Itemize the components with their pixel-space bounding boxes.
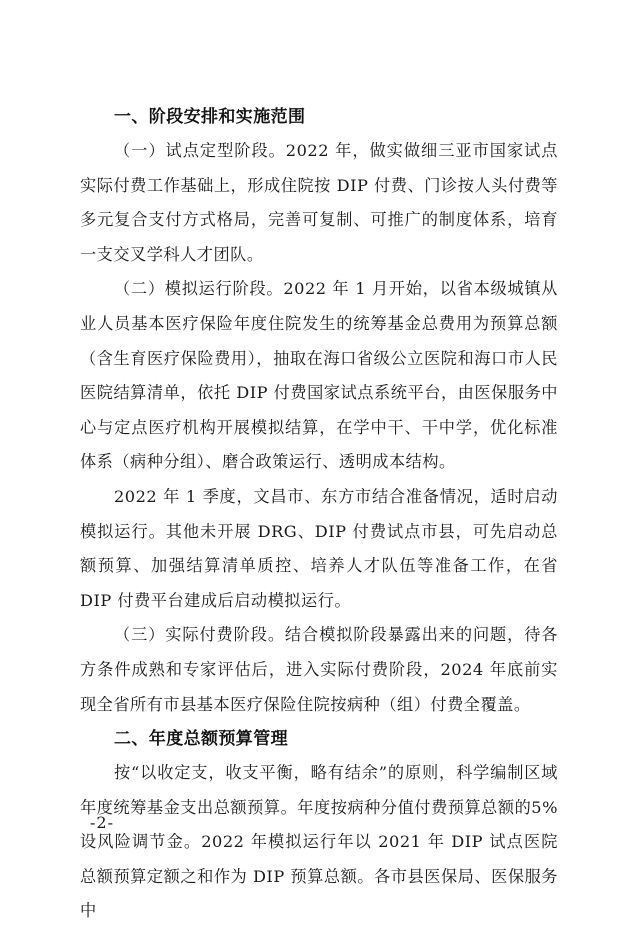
section-2-heading: 二、年度总额预算管理 [114,729,288,750]
page-number: -2- [90,813,114,832]
section-1-paragraph-1: （一）试点定型阶段。2022 年，做实做细三亚市国家试点实际付费工作基础上，形成住院按 DIP 付费、门诊按人头付费等多元复合支付方式格局，完善可复制、可推广的制度体系，培育一支交叉学科人才团队。 [80,141,558,264]
section-1-paragraph-3: 2022 年 1 季度，文昌市、东方市结合准备情况，适时启动模拟运行。其他未开展 DRG、DIP 付费试点市县，可先启动总额预算、加强结算清单质控、培养人才队伍等准备工作，在省 DIP 付费平台建成后启动模拟运行。 [80,486,558,610]
section-1-heading: 一、阶段安排和实施范围 [114,107,306,127]
section-2-paragraph-1: 按“以收定支，收支平衡，略有结余”的原则，科学编制区域年度统筹基金支出总额预算。年度按病种分值付费预算总额的5%设风险调节金。2022 年模拟运行年以 2021 年 DIP 试点医院总额预算定额之和作为 DIP 预算总额。各市县医保局、医保服务中 [80,763,558,921]
section-1-paragraph-4: （三）实际付费阶段。结合模拟阶段暴露出来的问题，待各方条件成熟和专家评估后，进入实际付费阶段，2024 年底前实现全省所有市县基本医疗保险住院按病种（组）付费全覆盖。 [80,625,558,714]
section-1-paragraph-2: （二）模拟运行阶段。2022 年 1 月开始，以省本级城镇从业人员基本医疗保险年度住院发生的统筹基金总费用为预算总额（含生育医疗保险费用），抽取在海口省级公立医院和海口市人民医院结算清单，依托 DIP 付费国家试点系统平台，由医保服务中心与定点医疗机构开展模拟结算，在学中干、干中学，优化标准体系（病种分组）、磨合政策运行、透明成本结构。 [80,279,558,472]
document-body [80,100,558,929]
